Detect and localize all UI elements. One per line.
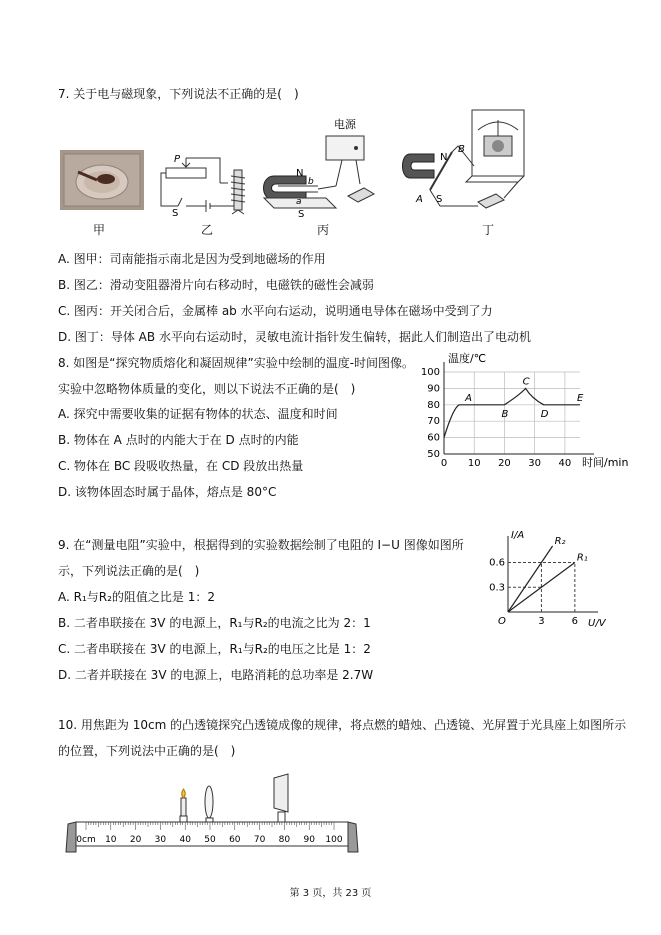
label-aa-ding: A [416, 194, 423, 205]
q8-stem-1: 8. 如图是“探究物质熔化和凝固规律”实验中绘制的温度-时间图像。 [58, 356, 415, 370]
q9-stem-2: 示，下列说法正确的是( ) [58, 564, 200, 578]
bench-tick-label: 60 [229, 835, 241, 845]
point-label-d: D [540, 408, 549, 420]
i-u-chart [478, 530, 608, 630]
q7-option-a: A. 图甲：司南能指示南北是因为受到地磁场的作用 [58, 252, 326, 266]
label-p: P [174, 154, 181, 165]
bench-tick-label: 20 [129, 835, 142, 845]
y-tick-label: 0.3 [489, 582, 505, 594]
x-tick-label: 0 [440, 458, 448, 469]
optical-bench-figure [64, 768, 360, 858]
x-axis-label: U/V [588, 618, 606, 629]
y-tick-label: 80 [427, 399, 440, 411]
label-yi: 乙 [201, 223, 214, 237]
q8-option-d: D. 该物体固态时属于晶体，熔点是 80°C [58, 485, 277, 499]
series-line-r2 [508, 546, 553, 612]
x-tick-label: 30 [528, 458, 542, 469]
candle-flame [182, 789, 186, 798]
x-tick-label: 3 [538, 616, 545, 627]
y-tick-label: 70 [427, 416, 440, 428]
label-a-bing: a [296, 197, 302, 207]
figure-yi-circuit [158, 148, 254, 218]
bench-tick-label: 0cm [76, 835, 96, 845]
q9-option-c: C. 二者串联接在 3V 的电源上，R₁与R₂的电压之比是 1：2 [58, 642, 371, 656]
label-s-bing: S [298, 209, 305, 220]
q8-stem-2: 实验中忽略物体质量的变化，则以下说法不正确的是( ) [58, 382, 356, 396]
candle [181, 798, 186, 816]
label-ding: 丁 [482, 223, 495, 237]
y-tick-label: 60 [427, 432, 440, 444]
temperature-time-chart [420, 352, 629, 477]
figure-ding-apparatus [400, 106, 530, 222]
bench-tick-label: 100 [325, 835, 343, 845]
light-screen [274, 774, 288, 812]
y-axis-label: I/A [511, 530, 525, 541]
y-tick-label: 100 [420, 367, 440, 378]
bench-tick-label: 30 [154, 835, 167, 845]
bench-tick-label: 50 [204, 835, 216, 845]
q9-stem-1: 9. 在“测量电阻”实验中，根据得到的实验数据绘制了电阻的 I−U 图像如图所 [58, 538, 464, 552]
q7-option-c: C. 图丙：开关闭合后，金属棒 ab 水平向右运动，说明通电导体在磁场中受到了力 [58, 304, 493, 318]
q8-option-c: C. 物体在 BC 段吸收热量，在 CD 段放出热量 [58, 459, 304, 473]
bench-tick-label: 10 [105, 835, 117, 845]
q9-option-a: A. R₁与R₂的阻值之比是 1：2 [58, 590, 216, 604]
q7-stem: 7. 关于电与磁现象，下列说法不正确的是( ) [58, 87, 299, 101]
figure-bing-apparatus [256, 114, 382, 218]
label-power: 电源 [334, 118, 356, 131]
label-b-bing: b [308, 177, 314, 187]
x-tick-label: 40 [558, 458, 572, 469]
q9-option-b: B. 二者串联接在 3V 的电源上，R₁与R₂的电流之比为 2：1 [58, 616, 371, 630]
q8-option-b: B. 物体在 A 点时的内能大于在 D 点时的内能 [58, 433, 299, 447]
label-bb-ding: B [458, 144, 465, 155]
page-footer: 第 3 页，共 23 页 [289, 888, 372, 899]
y-axis-label: 温度/℃ [448, 352, 487, 365]
x-tick-label: 10 [467, 458, 481, 469]
bench-tick-label: 90 [303, 835, 315, 845]
y-tick-label: 0.6 [489, 557, 505, 569]
label-s-ding: S [436, 194, 443, 205]
series-label-r1: R₁ [576, 552, 588, 564]
point-label-c: C [522, 376, 530, 388]
sinan-compass-image [60, 150, 144, 210]
y-tick-label: 90 [427, 383, 440, 395]
x-axis-label: 时间/min [582, 456, 629, 469]
x-tick-label: 6 [571, 616, 579, 627]
point-label-a: A [465, 392, 473, 404]
point-label-b: B [501, 408, 509, 420]
q10-stem-2: 的位置，下列说法中正确的是( ) [58, 744, 236, 758]
origin-label: O [498, 616, 506, 627]
q7-option-d: D. 图丁：导体 AB 水平向右运动时，灵敏电流计指针发生偏转，据此人们制造出了电动机 [58, 330, 531, 344]
convex-lens [205, 786, 213, 818]
q10-stem-1: 10. 用焦距为 10cm 的凸透镜探究凸透镜成像的规律，将点燃的蜡烛、凸透镜、光屏置于光具座上如图所示 [58, 718, 627, 732]
point-label-e: E [577, 392, 584, 404]
q7-option-b: B. 图乙：滑动变阻器滑片向右移动时，电磁铁的磁性会减弱 [58, 278, 374, 292]
series-label-r2: R₂ [554, 536, 566, 547]
bench-tick-label: 80 [278, 835, 291, 845]
bench-tick-label: 70 [253, 835, 266, 845]
x-tick-label: 20 [498, 458, 511, 469]
label-s-yi: S [172, 208, 179, 219]
bench-tick-label: 40 [179, 835, 191, 845]
label-n-ding: N [440, 152, 448, 163]
q8-option-a: A. 探究中需要收集的证据有物体的状态、温度和时间 [58, 407, 338, 421]
y-tick-label: 50 [427, 449, 440, 460]
label-bing: 丙 [317, 223, 330, 237]
q9-option-d: D. 二者并联接在 3V 的电源上，电路消耗的总功率是 2.7W [58, 668, 374, 682]
label-jia: 甲 [93, 223, 106, 237]
label-n-bing: N [296, 168, 304, 179]
